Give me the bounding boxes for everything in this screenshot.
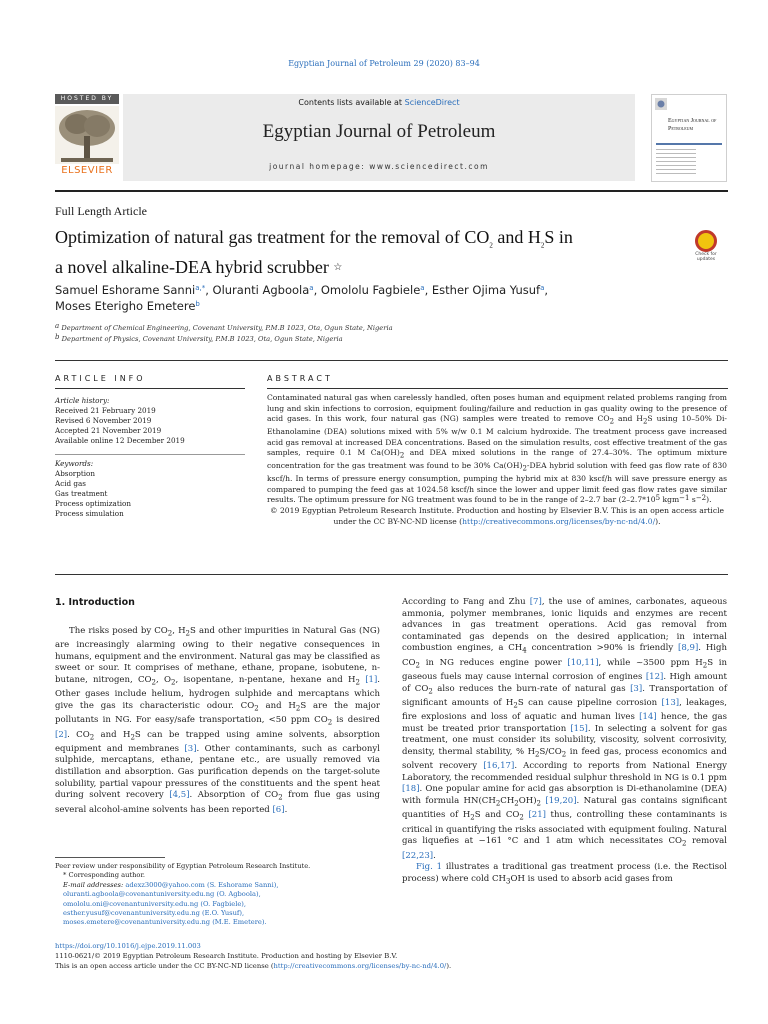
author-name[interactable]: Samuel Eshorame Sanni	[55, 283, 196, 297]
abstract-heading: ABSTRACT	[267, 374, 333, 383]
history-label: Article history:	[55, 396, 110, 405]
affiliation-divider	[55, 360, 728, 361]
author-affiliation-mark: a	[540, 284, 545, 292]
affiliation-a: $^a$ Department of Chemical Engineering, Covenant University, P.M.B 1023, Ota, Ogun State, Nigeria	[55, 322, 393, 332]
history-accepted: Accepted 21 November 2019	[55, 426, 162, 435]
keyword-item: Acid gas	[55, 479, 86, 488]
author-list	[55, 282, 695, 314]
issn-line: 1110-0621/© 2019 Egyptian Petroleum Research Institute. Production and hosting by Elsevier B.V.	[55, 952, 398, 960]
keyword-item: Process simulation	[55, 509, 124, 518]
peer-review-note: Peer review under responsibility of Egyptian Petroleum Research Institute.	[55, 862, 311, 870]
publisher-logo-text: ELSEVIER	[61, 165, 113, 176]
author-email-links[interactable]: adexz3000@yahoo.com (S. Eshorame Sanni), oluranti.agboola@covenantuniversity.edu.ng (O. Agboola), omololu.oni@covenantuniversity.edu.ng (O. Fagbiele), esther.yusuf@covenantuniversity.edu.ng (E.O. Yusuf), moses.emetere@covenantuniversity.edu.ng (M.E. Emetere).	[63, 880, 279, 927]
author-separator: ,	[313, 283, 321, 297]
author-separator: ,	[424, 283, 432, 297]
elsevier-tree-logo	[55, 106, 119, 164]
journal-cover-thumbnail[interactable]	[651, 94, 727, 182]
author-name[interactable]: Omololu Fagbiele	[320, 283, 421, 297]
cover-rule	[656, 143, 722, 145]
history-online: Available online 12 December 2019	[55, 436, 185, 445]
keyword-item: Gas treatment	[55, 489, 108, 498]
footnotes	[55, 862, 380, 928]
license-link[interactable]: http://creativecommons.org/licenses/by-nc-nd/4.0/	[462, 516, 656, 526]
journal-title: Egyptian Journal of Petroleum	[262, 121, 496, 142]
abstract-text: Contaminated natural gas when carelessly handled, often poses human and equipment related problems ranging from lung and skin infections to corrosion, equipment fouling/failure and reduction in gas quality owing to the presence of acid gases. In this work, four natural gas (NG) samples were treated to remove $CO_2$ and $H_2S$ using 10–50% Di-Ethanolamine (DEA) solutions mixed with 5% w/w 0.1 M calcium hydroxide. The treatment process gave increased acid gas removal at increased DEA concentrations. Based on the simulation results, cost effective treatment of the gas samples, require 0.1 M $Ca(OH)_2$ and DEA mixed solutions in the range of 27.4–30%. The optimum mixture concentration for the gas treatment was found to be 30% $Ca(OH)_2$-DEA hybrid solution with feed gas flow rate of 830 kscf/h. In terms of pressure energy consumption, pumping the hybrid mix at 830 kscf/h will save pressure energy as compared to pumping the feed gas at 1024.58 kscf/h since the lower and upper limit feed gas flow rates gave similar results. The optimum pressure for NG treatment was found to be in the range of 2–2.7 bar ($2-2.7*10^5$ kgm$^{-1}$ $s^{-2}$).	[267, 393, 728, 505]
footer-license-link[interactable]: http://creativecommons.org/licenses/by-nc-nd/4.0/	[273, 962, 447, 970]
journal-homepage[interactable]: journal homepage: www.sciencedirect.com	[269, 162, 489, 171]
author-affiliation-mark: a	[309, 284, 314, 292]
history-revised: Revised 6 November 2019	[55, 416, 152, 425]
open-access-line: This is an open access article under the CC BY-NC-ND license (http://creativecommons.org/licenses/by-nc-nd/4.0/).	[55, 962, 452, 970]
intro-column-right	[402, 597, 727, 888]
check-updates-icon	[695, 230, 717, 252]
author-affiliation-mark: a,*	[195, 284, 206, 292]
keyword-item: Absorption	[55, 469, 95, 478]
corresponding-author-note: * Corresponding author.	[63, 871, 146, 880]
intro-paragraph: According to Fang and Zhu [7], the use of amines, carbonates, aqueous ammonia, polymer membranes, ionic liquids and enzymes are recent advances in gas treatment operations. Acid gas removal from contaminated gas depends on the desired application; in internal combustion engines, a $CH_4$ concentration >90% is friendly [8,9]. High $CO_2$ in NG reduces engine power [10,11], while ~3500 ppm $H_2S$ in gaseous fuels may cause internal corrosion of engines [12]. High amount of $CO_2$ also reduces the burn-rate of natural gas [3]. Transportation of significant amounts of $H_2S$ can cause pipeline corrosion [13], leakages, fire explosions and loss of aquatic and human lives [14] hence, the gas must be treated prior transportation [15]. In selecting a solvent for gas treatment, one must consider its solubility, viscosity, solvent corrosivity, density, thermal stability, % $H_2S/CO_2$ in feed gas, process economics and solvent recovery [16,17]. According to reports from National Energy Laboratory, the recommended residual sulphur threshold in NG is 0.1 ppm [18]. One popular amine for acid gas absorption is Di-ethanolamine (DEA) with formula $HN(CH_2CH_2OH)_2$ [19,20]. Natural gas contains significant quantities of $H_2S$ and $CO_2$ [21] thus, controlling these contaminants is critical in quantifying the risks associated with equipment fouling. Natural gas liquefies at −161 °C and 1 atm which necessitates $CO_2$ removal [22,23].	[402, 597, 728, 861]
keywords-rule	[55, 454, 245, 455]
intro-column-left	[55, 626, 380, 816]
article-info-heading: ARTICLE INFO	[55, 374, 146, 383]
author-affiliation-mark: b	[195, 300, 200, 308]
contents-line: Contents lists available at ScienceDirect	[298, 98, 460, 107]
affiliation-b: $^b$ Department of Physics, Covenant University, P.M.B 1023, Ota, Ogun State, Nigeria	[55, 333, 343, 343]
intro-paragraph: Fig. 1 illustrates a traditional gas treatment process (i.e. the Rectisol process) where cold $CH_3OH$ is used to absorb acid gases from	[402, 862, 727, 886]
journal-banner	[123, 94, 635, 181]
title-footnote-star[interactable]: ☆	[333, 261, 343, 273]
author-separator: ,	[544, 283, 549, 297]
history-received: Received 21 February 2019	[55, 406, 156, 415]
intro-paragraph: The risks posed by $CO_2$, $H_2S$ and other impurities in Natural Gas (NG) are increasingly alarming owing to their negative consequences in humans, equipment and the environment. Natural gas may be classified as sweet or sour. It comprises of methane, ethane, propane, isobutene, n-butane, nitrogen, $CO_2$, $O_2$, isopentane, n-pentane, hexane and $H_2$ [1]. Other gases include helium, hydrogen sulphide and mercaptans which give the gas its characteristic odour. $CO_2$ and $H_2S$ are the major pollutants in NG. For easy/safe transportation, <50 ppm $CO_2$ is desired [2]. $CO_2$ and $H_2S$ can be trapped using amine solvents, absorption equipment and membranes [3]. Other contaminants, such as carbonyl sulphide, mercaptans, ethane, pentane etc., are usually removed via distillation and absorption. Gas purification depends on the target-solute solubility, partial vapour pressures of the constituents and the spent heat during solvent recovery [4,5]. Absorption of $CO_2$ from flue gas using several alcohol-amine solvents has been reported [6].	[55, 626, 381, 815]
author-affiliation-mark: a	[420, 284, 425, 292]
keyword-item: Process optimization	[55, 499, 131, 508]
abstract-rule	[267, 388, 728, 389]
journal-reference[interactable]: Egyptian Journal of Petroleum 29 (2020) 83–94	[288, 59, 480, 68]
author-name[interactable]: Oluranti Agboola	[212, 283, 310, 297]
article-type: Full Length Article	[55, 204, 147, 218]
cover-text-lines	[656, 149, 696, 175]
author-name[interactable]: Moses Eterigho Emetere	[55, 299, 196, 313]
check-for-updates-badge[interactable]	[686, 230, 726, 266]
sciencedirect-link[interactable]: ScienceDirect	[404, 98, 460, 107]
article-title: Optimization of natural gas treatment for the removal of $CO_2$ and $H_2S$ in a novel alkaline-DEA hybrid scrubber ☆	[55, 227, 573, 277]
abstract-bottom-rule	[55, 574, 728, 575]
article-info	[55, 396, 245, 519]
abstract-body	[267, 393, 727, 527]
abstract-copyright: © 2019 Egyptian Petroleum Research Institute. Production and hosting by Elsevier B.V. This is an open access article under the CC BY-NC-ND license (http://creativecommons.org/licenses/by-nc-nd/4.0/).	[269, 506, 725, 526]
hosted-by-label: HOSTED BY	[55, 94, 119, 104]
keywords-label: Keywords:	[55, 459, 94, 468]
header-divider	[55, 190, 728, 192]
article-info-rule	[55, 388, 245, 389]
footnote-rule	[55, 857, 165, 858]
doi-link[interactable]: https://doi.org/10.1016/j.ejpe.2019.11.003	[55, 942, 201, 950]
author-name[interactable]: Esther Ojima Yusuf	[431, 283, 541, 297]
cover-title: Egyptian Journal of Petroleum	[668, 118, 717, 132]
section-heading-introduction: 1. Introduction	[55, 597, 135, 608]
cover-logo-icon	[655, 98, 667, 110]
email-addresses: E-mail addresses: adexz3000@yahoo.com (S. Eshorame Sanni), oluranti.agboola@covenantuniversity.edu.ng (O. Agboola), omololu.oni@covenantuniversity.edu.ng (O. Fagbiele), esther.yusuf@covenantuniversity.edu.ng (E.O. Yusuf), moses.emetere@covenantuniversity.edu.ng (M.E. Emetere).	[63, 880, 279, 927]
journal-header	[55, 94, 768, 187]
author-separator: ,	[205, 283, 213, 297]
check-updates-text: Check for updates	[695, 252, 717, 262]
page-footer	[55, 941, 715, 971]
